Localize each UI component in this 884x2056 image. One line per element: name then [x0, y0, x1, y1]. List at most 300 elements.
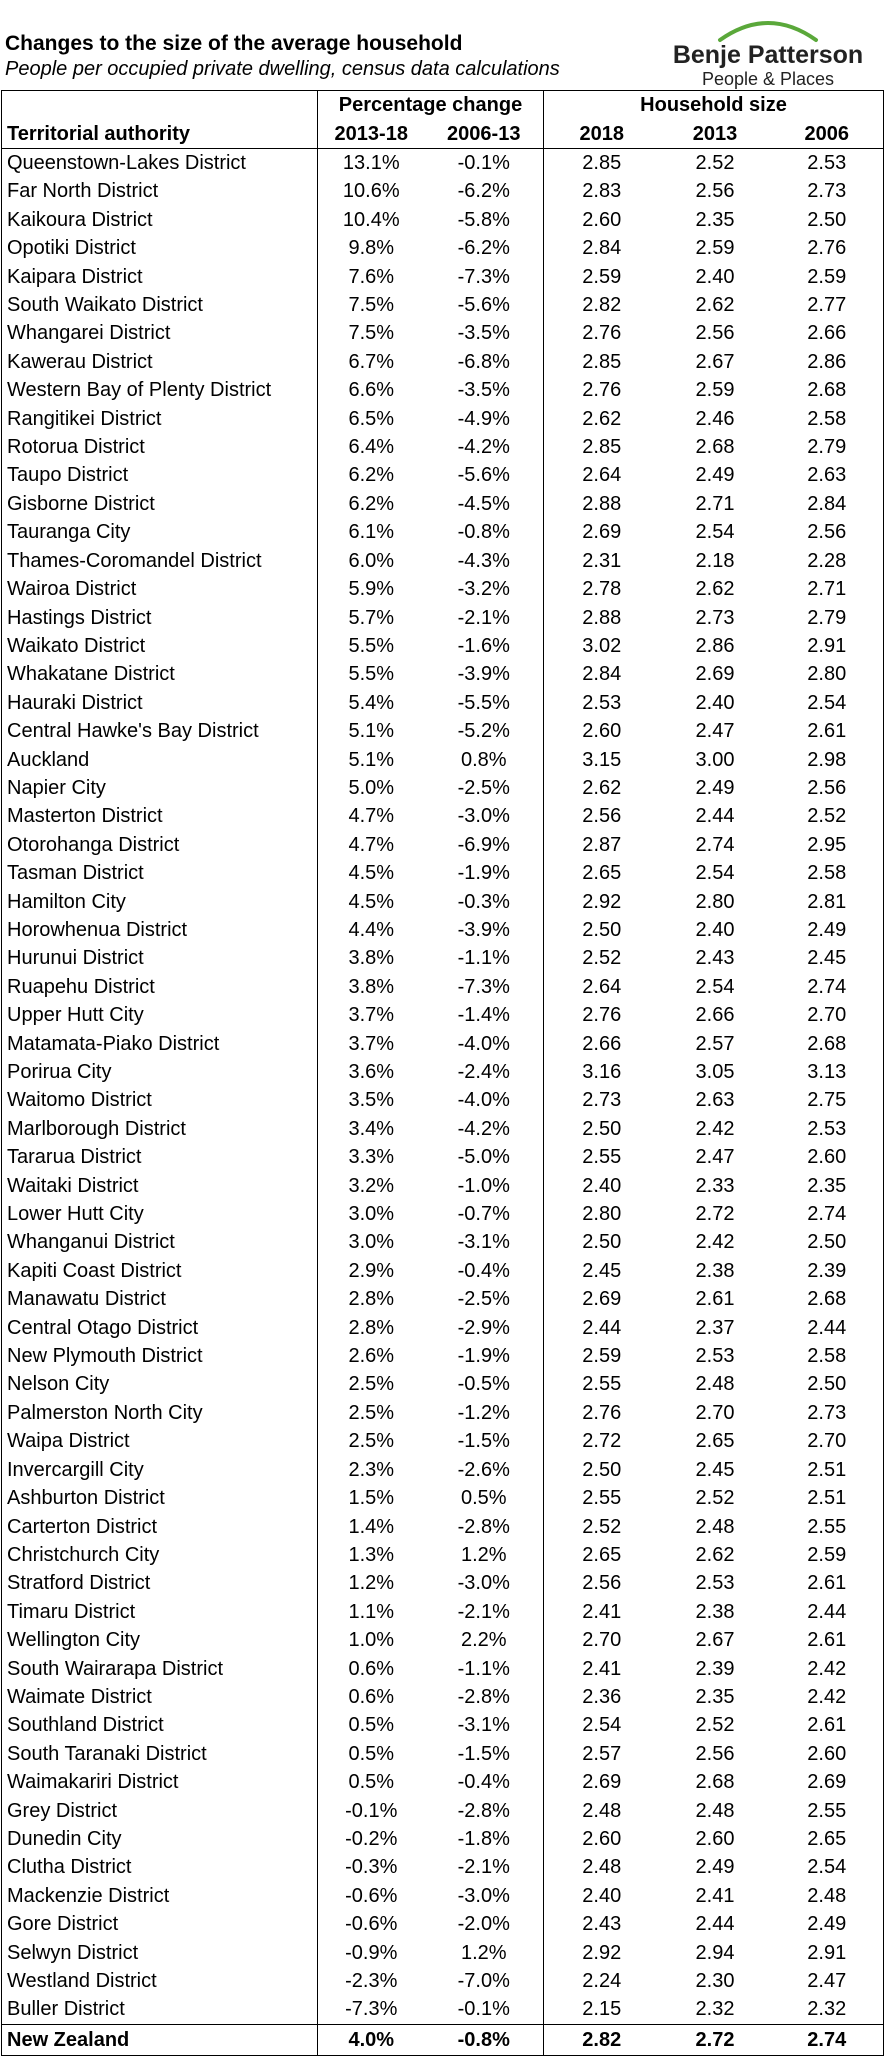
name-cell: Far North District — [2, 177, 318, 205]
size-2018-cell: 2.41 — [582, 1600, 622, 1623]
size-2013-cell: 2.67 — [695, 350, 735, 373]
size-2006-cell: 2.53 — [771, 149, 884, 178]
size-2006-cell: 2.91 — [771, 1939, 884, 1967]
table-row — [2, 1513, 884, 1541]
pct-2013-18-cell: -0.9% — [345, 1941, 398, 1964]
pct-2006-13-cell: -5.6% — [425, 461, 544, 489]
total-pct-2006-13-cell: -0.8% — [425, 2024, 544, 2055]
name-cell: Lower Hutt City — [2, 1200, 318, 1228]
size-2013-cell: 2.53 — [695, 1345, 735, 1368]
size-2006-cell: 2.59 — [771, 263, 884, 291]
pct-2006-13-cell: -7.0% — [425, 1967, 544, 1995]
table-row — [2, 1541, 884, 1569]
size-2013-cell: 2.94 — [695, 1941, 735, 1964]
size-2013-cell: 2.56 — [695, 322, 735, 345]
size-2018-cell: 2.50 — [582, 1458, 622, 1481]
size-2006-cell: 2.58 — [771, 1342, 884, 1370]
name-cell: Kawerau District — [2, 348, 318, 376]
pct-2013-18-cell: 5.5% — [348, 634, 395, 657]
size-2006-cell: 2.32 — [771, 1995, 884, 2024]
pct-2006-13-cell: -5.2% — [425, 717, 544, 745]
name-cell: Waitomo District — [2, 1086, 318, 1114]
pct-2013-18-cell: 3.8% — [348, 975, 395, 998]
name-cell: Queenstown-Lakes District — [2, 149, 318, 178]
size-2018-cell: 2.52 — [582, 1515, 622, 1538]
pct-2006-13-cell: -4.0% — [425, 1030, 544, 1058]
pct-2006-13-cell: -0.7% — [425, 1200, 544, 1228]
size-2013-cell: 2.44 — [695, 1913, 735, 1936]
pct-2006-13-cell: -0.4% — [425, 1768, 544, 1796]
size-2013-cell: 2.48 — [695, 1515, 735, 1538]
pct-2013-18-cell: 2.8% — [348, 1316, 395, 1339]
size-2006-cell: 2.49 — [771, 916, 884, 944]
pct-2013-18-cell: 2.3% — [348, 1458, 395, 1481]
size-2013-cell: 2.48 — [695, 1799, 735, 1822]
size-2013-cell: 2.53 — [695, 1572, 735, 1595]
pct-2006-13-cell: 1.2% — [425, 1541, 544, 1569]
size-2006-cell: 2.48 — [771, 1882, 884, 1910]
size-2013-cell: 2.70 — [695, 1401, 735, 1424]
size-2018-cell: 2.83 — [582, 180, 622, 203]
size-2006-cell: 2.66 — [771, 319, 884, 347]
size-2018-cell: 3.02 — [582, 634, 622, 657]
pct-2006-13-cell: -3.9% — [425, 660, 544, 688]
pct-2013-18-cell: 1.2% — [348, 1572, 395, 1595]
pct-2006-13-cell: -1.5% — [425, 1740, 544, 1768]
pct-2013-18-cell: 0.5% — [348, 1771, 395, 1794]
name-cell: Horowhenua District — [2, 916, 318, 944]
name-cell: South Waikato District — [2, 291, 318, 319]
table-row — [2, 1228, 884, 1256]
pct-2013-18-cell: 2.8% — [348, 1288, 395, 1311]
name-cell: Matamata-Piako District — [2, 1030, 318, 1058]
header-group-household-size: Household size — [544, 91, 884, 121]
header-blank-cell — [2, 91, 318, 121]
size-2006-cell: 2.68 — [771, 376, 884, 404]
table-row — [2, 1200, 884, 1228]
size-2013-cell: 2.80 — [695, 890, 735, 913]
size-2013-cell: 2.54 — [695, 521, 735, 544]
size-2006-cell: 2.76 — [771, 234, 884, 262]
pct-2013-18-cell: -0.1% — [345, 1799, 398, 1822]
name-cell: Porirua City — [2, 1058, 318, 1086]
pct-2013-18-cell: 1.4% — [348, 1515, 395, 1538]
table-row — [2, 944, 884, 972]
table-row — [2, 660, 884, 688]
pct-2013-18-cell: 3.0% — [348, 1203, 395, 1226]
header-group-percentage-change: Percentage change — [318, 91, 544, 121]
pct-2013-18-cell: 3.2% — [348, 1174, 395, 1197]
size-2006-cell: 2.80 — [771, 660, 884, 688]
pct-2006-13-cell: -2.1% — [425, 604, 544, 632]
size-2006-cell: 2.68 — [771, 1285, 884, 1313]
size-2018-cell: 2.92 — [582, 890, 622, 913]
pct-2013-18-cell: 4.4% — [348, 918, 395, 941]
name-cell: Hurunui District — [2, 944, 318, 972]
pct-2006-13-cell: -3.1% — [425, 1711, 544, 1739]
pct-2006-13-cell: -3.5% — [425, 376, 544, 404]
total-size-2013-cell: 2.72 — [660, 2024, 771, 2055]
pct-2006-13-cell: -7.3% — [425, 263, 544, 291]
table-row — [2, 1115, 884, 1143]
pct-2013-18-cell: 2.5% — [348, 1430, 395, 1453]
size-2006-cell: 2.51 — [771, 1484, 884, 1512]
size-2018-cell: 2.41 — [582, 1657, 622, 1680]
pct-2006-13-cell: 0.8% — [425, 746, 544, 774]
size-2013-cell: 2.72 — [695, 1203, 735, 1226]
size-2006-cell: 2.45 — [771, 944, 884, 972]
name-cell: Whanganui District — [2, 1228, 318, 1256]
size-2018-cell: 2.72 — [582, 1430, 622, 1453]
pct-2006-13-cell: -2.8% — [425, 1797, 544, 1825]
size-2018-cell: 2.64 — [582, 975, 622, 998]
size-2006-cell: 2.86 — [771, 348, 884, 376]
name-cell: Kaikoura District — [2, 206, 318, 234]
pct-2013-18-cell: 5.1% — [348, 720, 395, 743]
pct-2006-13-cell: -2.0% — [425, 1910, 544, 1938]
table-row — [2, 1683, 884, 1711]
size-2006-cell: 2.71 — [771, 575, 884, 603]
name-cell: Kaipara District — [2, 263, 318, 291]
pct-2006-13-cell: -4.5% — [425, 490, 544, 518]
pct-2013-18-cell: 4.5% — [348, 862, 395, 885]
size-2006-cell: 2.42 — [771, 1655, 884, 1683]
pct-2006-13-cell: -2.4% — [425, 1058, 544, 1086]
total-name-cell: New Zealand — [2, 2024, 318, 2055]
total-row — [2, 2024, 884, 2055]
size-2018-cell: 2.66 — [582, 1032, 622, 1055]
brand-logo — [662, 14, 874, 88]
size-2006-cell: 2.58 — [771, 859, 884, 887]
size-2018-cell: 2.52 — [582, 947, 622, 970]
size-2006-cell: 2.70 — [771, 1427, 884, 1455]
pct-2013-18-cell: 3.0% — [348, 1231, 395, 1254]
table-row — [2, 802, 884, 830]
size-2018-cell: 2.84 — [582, 663, 622, 686]
size-2006-cell: 2.60 — [771, 1143, 884, 1171]
pct-2013-18-cell: 6.1% — [348, 521, 395, 544]
size-2006-cell: 2.70 — [771, 1001, 884, 1029]
roof-arc-icon — [716, 14, 820, 44]
pct-2013-18-cell: 6.7% — [348, 350, 395, 373]
size-2006-cell: 2.53 — [771, 1115, 884, 1143]
name-cell: Manawatu District — [2, 1285, 318, 1313]
size-2013-cell: 2.43 — [695, 947, 735, 970]
table-row — [2, 1910, 884, 1938]
name-cell: Taupo District — [2, 461, 318, 489]
name-cell: Hauraki District — [2, 689, 318, 717]
size-2013-cell: 2.48 — [695, 1373, 735, 1396]
name-cell: Buller District — [2, 1995, 318, 2024]
size-2013-cell: 2.49 — [695, 464, 735, 487]
name-cell: Waimate District — [2, 1683, 318, 1711]
header-col-2018: 2018 — [544, 120, 660, 149]
size-2013-cell: 3.00 — [695, 748, 735, 771]
pct-2006-13-cell: -4.0% — [425, 1086, 544, 1114]
pct-2013-18-cell: 2.9% — [348, 1259, 395, 1282]
size-2018-cell: 2.69 — [582, 1771, 622, 1794]
table-row — [2, 604, 884, 632]
name-cell: Hastings District — [2, 604, 318, 632]
pct-2013-18-cell: 0.5% — [348, 1714, 395, 1737]
size-2013-cell: 2.52 — [695, 1487, 735, 1510]
size-2018-cell: 2.62 — [582, 407, 622, 430]
header-col-2013: 2013 — [660, 120, 771, 149]
table-row — [2, 1456, 884, 1484]
size-2013-cell: 2.56 — [695, 1742, 735, 1765]
pct-2006-13-cell: -3.0% — [425, 802, 544, 830]
size-2018-cell: 2.53 — [582, 691, 622, 714]
size-2006-cell: 2.58 — [771, 405, 884, 433]
table-row — [2, 1484, 884, 1512]
pct-2013-18-cell: 7.5% — [348, 322, 395, 345]
pct-2013-18-cell: 3.3% — [348, 1146, 395, 1169]
size-2006-cell: 3.13 — [771, 1058, 884, 1086]
table-row — [2, 575, 884, 603]
size-2006-cell: 2.91 — [771, 632, 884, 660]
name-cell: Ashburton District — [2, 1484, 318, 1512]
size-2018-cell: 2.55 — [582, 1487, 622, 1510]
size-2013-cell: 2.62 — [695, 1543, 735, 1566]
size-2018-cell: 2.73 — [582, 1089, 622, 1112]
name-cell: Gisborne District — [2, 490, 318, 518]
table-row — [2, 1086, 884, 1114]
size-2018-cell: 2.59 — [582, 265, 622, 288]
table-row — [2, 1058, 884, 1086]
size-2013-cell: 2.49 — [695, 776, 735, 799]
pct-2006-13-cell: -6.9% — [425, 831, 544, 859]
name-cell: Ruapehu District — [2, 973, 318, 1001]
name-cell: Auckland — [2, 746, 318, 774]
table-row — [2, 1626, 884, 1654]
table-row — [2, 717, 884, 745]
size-2006-cell: 2.81 — [771, 888, 884, 916]
pct-2013-18-cell: -7.3% — [345, 1998, 398, 2021]
size-2018-cell: 2.84 — [582, 237, 622, 260]
size-2018-cell: 2.69 — [582, 1288, 622, 1311]
size-2018-cell: 2.59 — [582, 1345, 622, 1368]
table-row — [2, 1569, 884, 1597]
pct-2013-18-cell: -0.2% — [345, 1827, 398, 1850]
table-row — [2, 1797, 884, 1825]
size-2018-cell: 2.88 — [582, 492, 622, 515]
name-cell: Otorohanga District — [2, 831, 318, 859]
table-row — [2, 1882, 884, 1910]
pct-2013-18-cell: 3.8% — [348, 947, 395, 970]
total-size-2018-cell: 2.82 — [544, 2024, 660, 2055]
size-2018-cell: 2.60 — [582, 720, 622, 743]
pct-2006-13-cell: 2.2% — [425, 1626, 544, 1654]
size-2013-cell: 3.05 — [695, 1061, 735, 1083]
pct-2006-13-cell: -1.1% — [425, 944, 544, 972]
name-cell: Whangarei District — [2, 319, 318, 347]
size-2013-cell: 2.39 — [695, 1657, 735, 1680]
pct-2013-18-cell: 4.7% — [348, 805, 395, 828]
name-cell: Kapiti Coast District — [2, 1257, 318, 1285]
table-row — [2, 518, 884, 546]
name-cell: Southland District — [2, 1711, 318, 1739]
header-group-row — [2, 91, 884, 121]
pct-2006-13-cell: -0.5% — [425, 1370, 544, 1398]
size-2006-cell: 2.44 — [771, 1598, 884, 1626]
table-row — [2, 1655, 884, 1683]
size-2006-cell: 2.61 — [771, 1569, 884, 1597]
size-2013-cell: 2.62 — [695, 578, 735, 601]
size-2006-cell: 2.79 — [771, 433, 884, 461]
size-2006-cell: 2.63 — [771, 461, 884, 489]
size-2018-cell: 2.55 — [582, 1373, 622, 1396]
size-2006-cell: 2.55 — [771, 1797, 884, 1825]
name-cell: Carterton District — [2, 1513, 318, 1541]
size-2006-cell: 2.52 — [771, 802, 884, 830]
table-row — [2, 1172, 884, 1200]
table-row — [2, 859, 884, 887]
size-2013-cell: 2.65 — [695, 1430, 735, 1453]
pct-2013-18-cell: 3.4% — [348, 1117, 395, 1140]
size-2013-cell: 2.59 — [695, 237, 735, 260]
table-row — [2, 916, 884, 944]
size-2018-cell: 2.69 — [582, 521, 622, 544]
pct-2006-13-cell: -0.3% — [425, 888, 544, 916]
header-column-row — [2, 120, 884, 149]
size-2018-cell: 2.88 — [582, 606, 622, 629]
name-cell: Gore District — [2, 1910, 318, 1938]
name-cell: New Plymouth District — [2, 1342, 318, 1370]
name-cell: Wellington City — [2, 1626, 318, 1654]
size-2018-cell: 2.87 — [582, 833, 622, 856]
size-2013-cell: 2.74 — [695, 833, 735, 856]
table-row — [2, 490, 884, 518]
table-row — [2, 1427, 884, 1455]
header-col-2013-18: 2013-18 — [318, 120, 425, 149]
size-2013-cell: 2.47 — [695, 1146, 735, 1169]
table-row — [2, 1939, 884, 1967]
pct-2013-18-cell: 3.5% — [348, 1089, 395, 1112]
table-row — [2, 1995, 884, 2024]
size-2018-cell: 2.31 — [582, 549, 622, 572]
name-cell: Mackenzie District — [2, 1882, 318, 1910]
table-row — [2, 1598, 884, 1626]
size-2013-cell: 2.86 — [695, 634, 735, 657]
size-2013-cell: 2.40 — [695, 918, 735, 941]
pct-2013-18-cell: -0.6% — [345, 1884, 398, 1907]
size-2018-cell: 2.45 — [582, 1259, 622, 1282]
table-row — [2, 234, 884, 262]
pct-2013-18-cell: 6.6% — [348, 379, 395, 402]
name-cell: Dunedin City — [2, 1825, 318, 1853]
size-2013-cell: 2.44 — [695, 805, 735, 828]
size-2013-cell: 2.63 — [695, 1089, 735, 1112]
pct-2006-13-cell: -2.8% — [425, 1513, 544, 1541]
pct-2006-13-cell: -0.4% — [425, 1257, 544, 1285]
pct-2006-13-cell: -5.0% — [425, 1143, 544, 1171]
size-2013-cell: 2.67 — [695, 1629, 735, 1652]
size-2018-cell: 2.56 — [582, 805, 622, 828]
size-2013-cell: 2.40 — [695, 691, 735, 714]
table-row — [2, 263, 884, 291]
header-col-2006-13: 2006-13 — [425, 120, 544, 149]
pct-2013-18-cell: 5.0% — [348, 776, 395, 799]
size-2018-cell: 2.57 — [582, 1742, 622, 1765]
pct-2006-13-cell: -2.9% — [425, 1314, 544, 1342]
size-2013-cell: 2.30 — [695, 1970, 735, 1992]
header-territorial-authority: Territorial authority — [2, 120, 318, 149]
size-2006-cell: 2.68 — [771, 1030, 884, 1058]
table-row — [2, 1711, 884, 1739]
size-2013-cell: 2.60 — [695, 1827, 735, 1850]
pct-2006-13-cell: -1.6% — [425, 632, 544, 660]
table-row — [2, 1740, 884, 1768]
size-2018-cell: 2.50 — [582, 1117, 622, 1140]
household-size-table — [1, 90, 884, 2056]
name-cell: Masterton District — [2, 802, 318, 830]
table-row — [2, 746, 884, 774]
pct-2006-13-cell: -2.8% — [425, 1683, 544, 1711]
pct-2013-18-cell: 7.5% — [348, 294, 395, 317]
name-cell: Christchurch City — [2, 1541, 318, 1569]
pct-2006-13-cell: -0.1% — [425, 149, 544, 178]
pct-2006-13-cell: 0.5% — [425, 1484, 544, 1512]
table-row — [2, 1370, 884, 1398]
pct-2013-18-cell: 1.5% — [348, 1487, 395, 1510]
size-2013-cell: 2.57 — [695, 1032, 735, 1055]
name-cell: Palmerston North City — [2, 1399, 318, 1427]
table-body — [2, 149, 884, 2025]
size-2006-cell: 2.55 — [771, 1513, 884, 1541]
pct-2013-18-cell: 0.6% — [348, 1685, 395, 1708]
size-2013-cell: 2.68 — [695, 436, 735, 459]
pct-2006-13-cell: -0.8% — [425, 518, 544, 546]
size-2013-cell: 2.62 — [695, 294, 735, 317]
name-cell: Timaru District — [2, 1598, 318, 1626]
table-row — [2, 433, 884, 461]
name-cell: Invercargill City — [2, 1456, 318, 1484]
pct-2013-18-cell: 3.6% — [348, 1061, 395, 1083]
total-pct-2013-18-cell: 4.0% — [318, 2024, 425, 2055]
size-2006-cell: 2.50 — [771, 206, 884, 234]
size-2013-cell: 2.40 — [695, 265, 735, 288]
size-2006-cell: 2.56 — [771, 518, 884, 546]
size-2006-cell: 2.59 — [771, 1541, 884, 1569]
name-cell: Waimakariri District — [2, 1768, 318, 1796]
size-2018-cell: 2.43 — [582, 1913, 622, 1936]
pct-2006-13-cell: -5.8% — [425, 206, 544, 234]
pct-2006-13-cell: -5.5% — [425, 689, 544, 717]
pct-2006-13-cell: -6.8% — [425, 348, 544, 376]
name-cell: Waipa District — [2, 1427, 318, 1455]
pct-2013-18-cell: 2.5% — [348, 1373, 395, 1396]
table-row — [2, 1285, 884, 1313]
size-2018-cell: 2.64 — [582, 464, 622, 487]
size-2013-cell: 2.45 — [695, 1458, 735, 1481]
pct-2006-13-cell: -3.2% — [425, 575, 544, 603]
pct-2013-18-cell: 1.1% — [348, 1600, 395, 1623]
table-row — [2, 1342, 884, 1370]
pct-2006-13-cell: -3.1% — [425, 1228, 544, 1256]
table-row — [2, 149, 884, 178]
pct-2006-13-cell: -3.9% — [425, 916, 544, 944]
size-2013-cell: 2.33 — [695, 1174, 735, 1197]
size-2018-cell: 2.82 — [582, 294, 622, 317]
size-2018-cell: 2.15 — [582, 1998, 622, 2021]
size-2018-cell: 2.40 — [582, 1884, 622, 1907]
size-2006-cell: 2.61 — [771, 1626, 884, 1654]
size-2006-cell: 2.65 — [771, 1825, 884, 1853]
size-2018-cell: 2.85 — [582, 350, 622, 373]
size-2018-cell: 3.15 — [582, 748, 622, 771]
name-cell: Upper Hutt City — [2, 1001, 318, 1029]
name-cell: Waitaki District — [2, 1172, 318, 1200]
